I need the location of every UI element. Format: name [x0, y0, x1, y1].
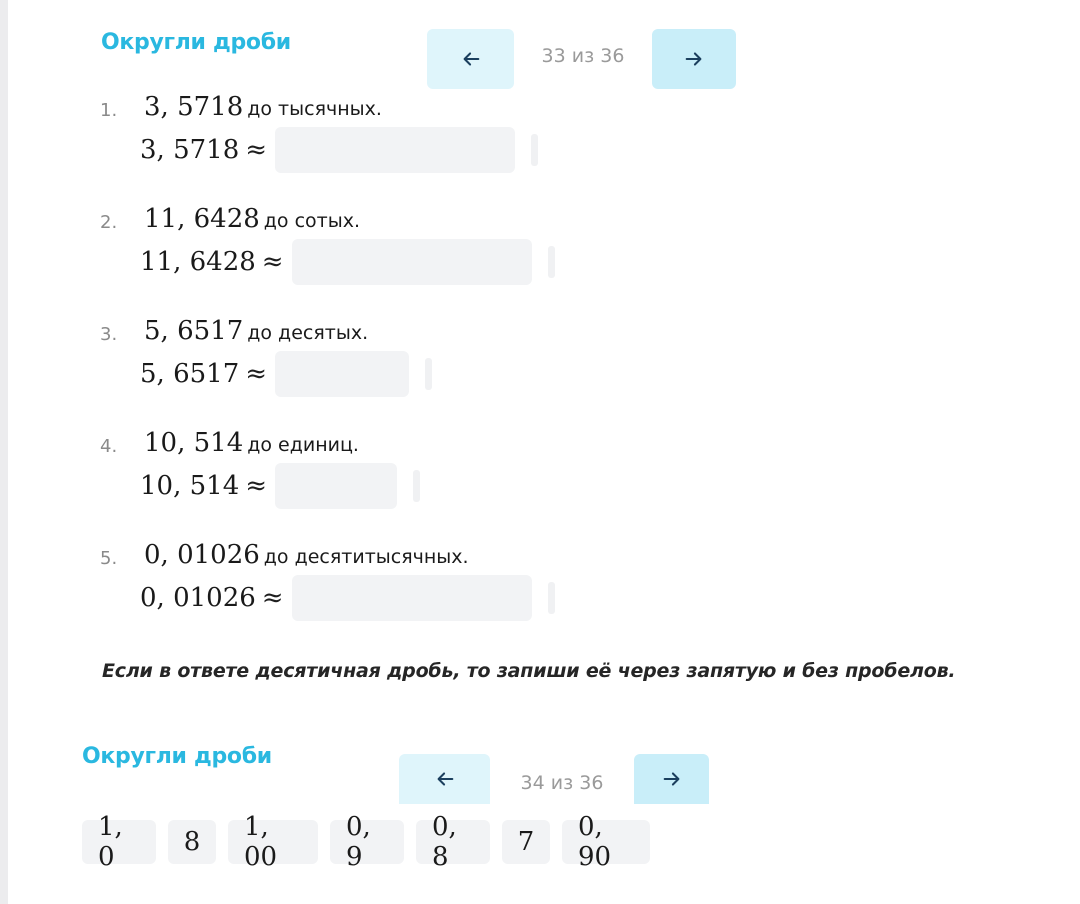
answer-expression: 5, 6517: [140, 359, 240, 389]
answer-options: [82, 812, 650, 872]
section-title: Округли дроби: [101, 30, 291, 55]
task-2: [100, 204, 1000, 310]
answer-expression: 0, 01026: [140, 583, 256, 613]
left-border-strip: [0, 0, 8, 904]
answer-input-5[interactable]: [292, 575, 532, 621]
answer-input-4[interactable]: [275, 463, 397, 509]
answer-option-chip[interactable]: 0, 8: [416, 820, 490, 864]
approx-sign: ≈: [245, 135, 268, 165]
task-instruction: до десятых.: [247, 322, 369, 344]
task-5: [100, 540, 1000, 646]
answer-row: [140, 126, 538, 174]
task-value: 11, 6428: [144, 204, 260, 234]
section-title: Округли дроби: [82, 744, 272, 769]
task-instruction: до единиц.: [247, 434, 359, 456]
task-instruction: до десятитысячных.: [263, 546, 469, 568]
answer-option-chip[interactable]: 0, 90: [562, 820, 650, 864]
task-number: 4.: [100, 436, 118, 457]
answer-input-3[interactable]: [275, 351, 409, 397]
task-number: 1.: [100, 100, 118, 121]
answer-option-chip[interactable]: 1, 0: [82, 820, 156, 864]
task-statement: [144, 428, 359, 458]
answer-row: [140, 462, 420, 510]
task-statement: [144, 92, 382, 122]
answer-option-chip[interactable]: 8: [168, 820, 216, 864]
approx-sign: ≈: [245, 359, 268, 389]
task-counter: 34 из 36: [520, 772, 604, 794]
next-task-button[interactable]: [652, 29, 736, 89]
input-marker: [548, 582, 555, 614]
task-statement: [144, 316, 368, 346]
answer-option-chip[interactable]: 7: [502, 820, 550, 864]
input-marker: [425, 358, 432, 390]
task-statement: [144, 540, 469, 570]
approx-sign: ≈: [261, 247, 284, 277]
next-task-button[interactable]: [634, 754, 709, 804]
task-1: [100, 92, 1000, 198]
answer-input-1[interactable]: [275, 127, 515, 173]
task-instruction: до сотых.: [263, 210, 361, 232]
task-statement: [144, 204, 360, 234]
task-value: 10, 514: [144, 428, 244, 458]
answer-format-hint: Если в ответе десятичная дробь, то запиши её через запятую и без пробелов.: [102, 660, 956, 682]
approx-sign: ≈: [245, 471, 268, 501]
task-3: [100, 316, 1000, 422]
task-number: 5.: [100, 548, 118, 569]
task-instruction: до тысячных.: [247, 98, 382, 120]
answer-expression: 3, 5718: [140, 135, 240, 165]
answer-row: [140, 350, 432, 398]
answer-row: [140, 238, 555, 286]
task-number: 3.: [100, 324, 118, 345]
arrow-right-icon: [683, 48, 705, 70]
answer-expression: 10, 514: [140, 471, 240, 501]
arrow-left-icon: [460, 48, 482, 70]
answer-option-chip[interactable]: 0, 9: [330, 820, 404, 864]
task-number: 2.: [100, 212, 118, 233]
answer-option-chip[interactable]: 1, 00: [228, 820, 318, 864]
task-counter: 33 из 36: [541, 45, 625, 67]
task-value: 3, 5718: [144, 92, 244, 122]
task-value: 0, 01026: [144, 540, 260, 570]
task-4: [100, 428, 1000, 534]
arrow-right-icon: [661, 768, 683, 790]
input-marker: [413, 470, 420, 502]
prev-task-button[interactable]: [399, 754, 490, 804]
arrow-left-icon: [434, 768, 456, 790]
input-marker: [531, 134, 538, 166]
answer-input-2[interactable]: [292, 239, 532, 285]
answer-expression: 11, 6428: [140, 247, 256, 277]
answer-row: [140, 574, 555, 622]
approx-sign: ≈: [261, 583, 284, 613]
input-marker: [548, 246, 555, 278]
prev-task-button[interactable]: [427, 29, 514, 89]
task-value: 5, 6517: [144, 316, 244, 346]
